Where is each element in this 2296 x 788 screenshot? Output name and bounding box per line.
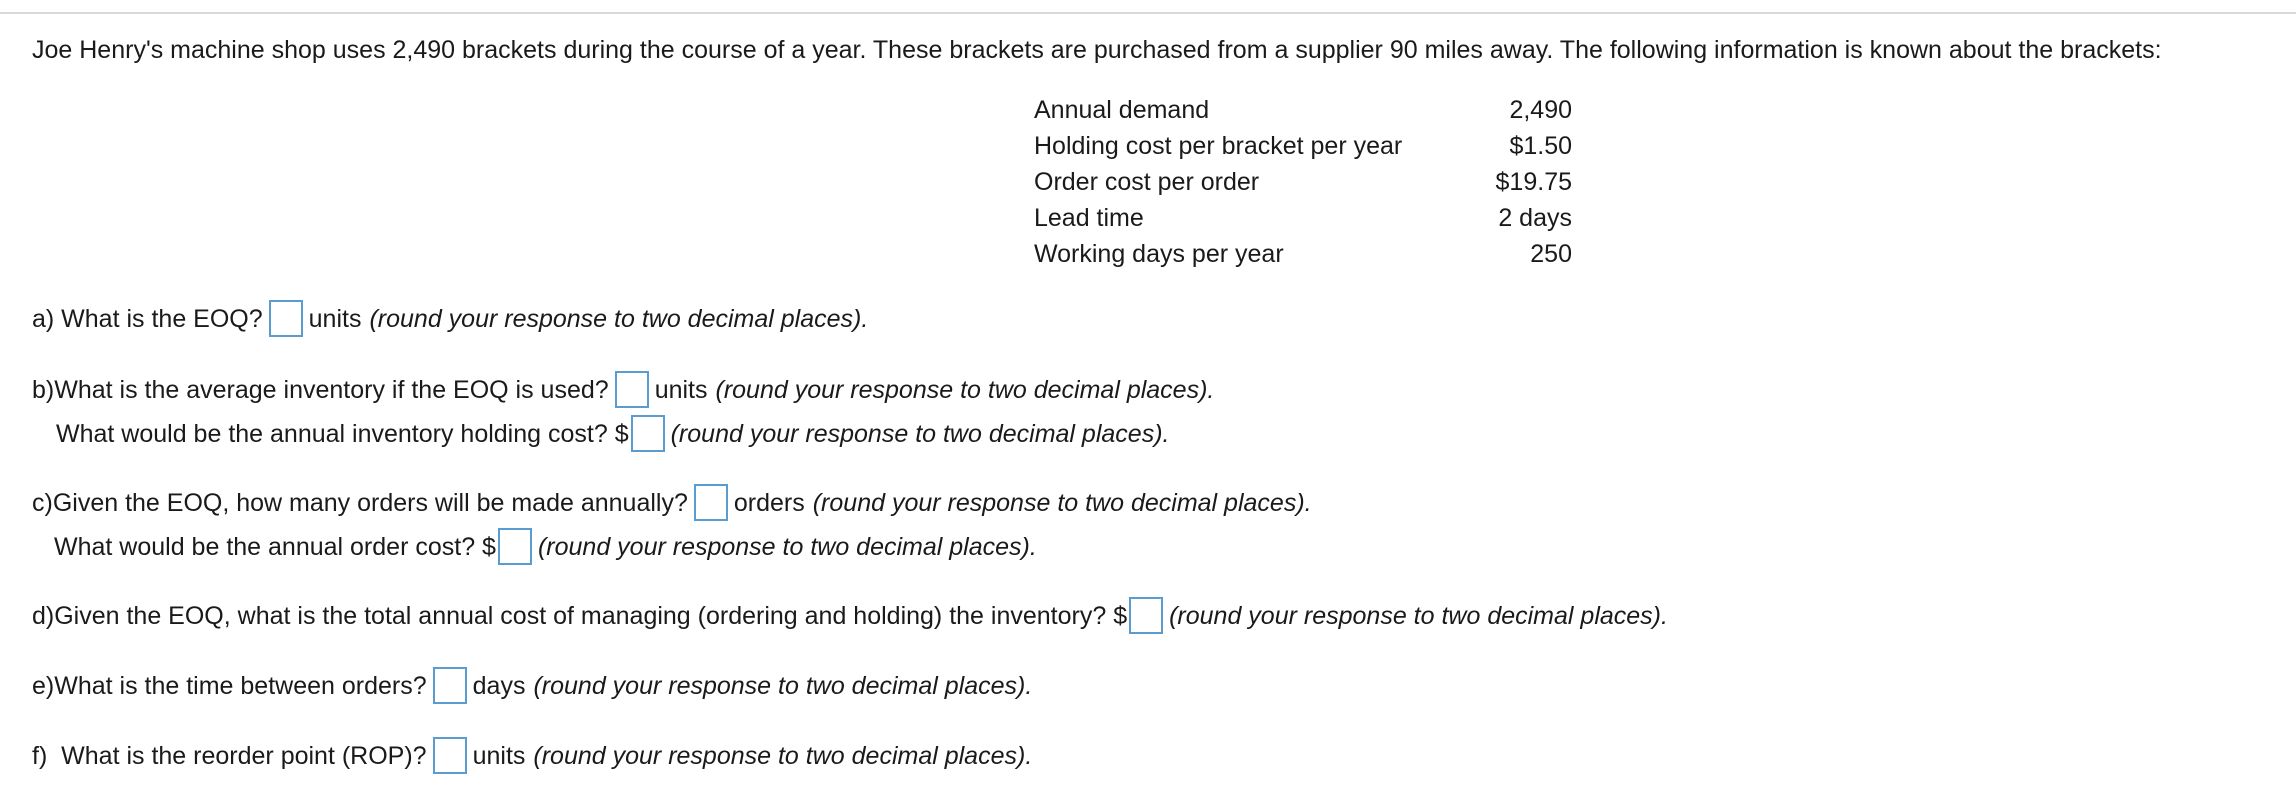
total-cost-input[interactable] [1129, 597, 1163, 634]
holding-cost-input[interactable] [631, 415, 665, 452]
question-e [32, 667, 1032, 704]
question-f-text: f) What is the reorder point (ROP)? [32, 741, 427, 770]
info-row [1034, 128, 1572, 164]
question-f [32, 737, 1032, 774]
info-value: 2 days [1498, 204, 1572, 232]
reorder-point-input[interactable] [433, 737, 467, 774]
question-a-text: a) What is the EOQ? [32, 304, 263, 333]
question-c1-text: c)Given the EOQ, how many orders will be made annually? [32, 488, 688, 517]
top-divider [0, 12, 2296, 14]
average-inventory-input[interactable] [615, 371, 649, 408]
question-b2-hint: (round your response to two decimal places). [670, 419, 1170, 448]
question-f-unit: units [472, 741, 526, 770]
info-value: 2,490 [1509, 96, 1572, 124]
info-value: $19.75 [1495, 168, 1572, 196]
info-label: Order cost per order [1034, 168, 1260, 196]
question-e-hint: (round your response to two decimal places). [533, 671, 1033, 700]
info-row [1034, 200, 1572, 236]
question-d-text: d)Given the EOQ, what is the total annual cost of managing (ordering and holding) the inventory? $ [32, 601, 1128, 630]
info-value: $1.50 [1509, 132, 1572, 160]
info-row [1034, 92, 1572, 128]
question-b2-text: What would be the annual inventory holding cost? $ [56, 419, 629, 448]
question-d-hint: (round your response to two decimal places). [1169, 601, 1668, 630]
question-b1-hint: (round your response to two decimal places). [715, 375, 1215, 404]
question-a-hint: (round your response to two decimal places). [369, 304, 869, 333]
bracket-info-table [1034, 92, 1572, 272]
question-b1-unit: units [654, 375, 708, 404]
info-label: Annual demand [1034, 96, 1210, 124]
question-e-unit: days [472, 671, 526, 700]
question-c1-hint: (round your response to two decimal places). [812, 488, 1312, 517]
question-b2 [56, 415, 1169, 452]
info-label: Working days per year [1034, 240, 1284, 268]
question-f-hint: (round your response to two decimal places). [533, 741, 1033, 770]
question-e-text: e)What is the time between orders? [32, 671, 427, 700]
order-cost-input[interactable] [498, 528, 532, 565]
question-c2-text: What would be the annual order cost? $ [54, 532, 496, 561]
info-label: Holding cost per bracket per year [1034, 132, 1403, 160]
question-d [32, 597, 1668, 634]
question-c2 [54, 528, 1037, 565]
question-c1-unit: orders [733, 488, 805, 517]
info-value: 250 [1530, 240, 1572, 268]
question-b1-text: b)What is the average inventory if the EOQ is used? [32, 375, 609, 404]
question-b1 [32, 371, 1214, 408]
problem-intro: Joe Henry's machine shop uses 2,490 brackets during the course of a year. These brackets are purchased from a supplier 90 miles away. The following information is known about the brackets: [32, 36, 2162, 64]
info-label: Lead time [1034, 204, 1144, 232]
question-c2-hint: (round your response to two decimal places). [537, 532, 1037, 561]
question-c1 [32, 484, 1312, 521]
info-row [1034, 164, 1572, 200]
eoq-answer-input[interactable] [269, 300, 303, 337]
question-a [32, 300, 868, 337]
time-between-orders-input[interactable] [433, 667, 467, 704]
question-a-unit: units [308, 304, 362, 333]
orders-per-year-input[interactable] [694, 484, 728, 521]
info-row [1034, 236, 1572, 272]
